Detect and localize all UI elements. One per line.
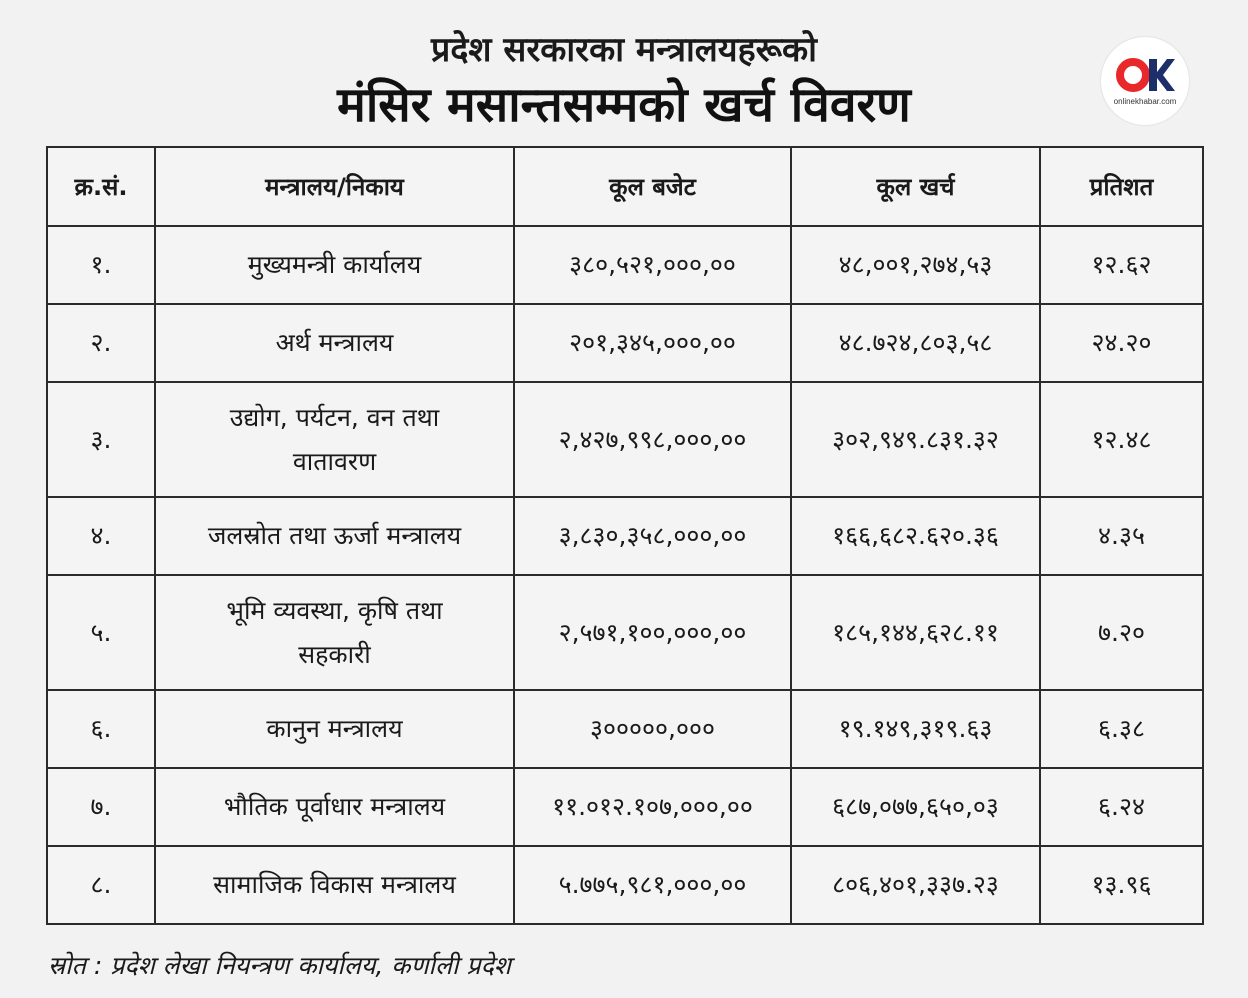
title-line-2: मंसिर मसान्तसम्मको खर्च विवरण — [337, 77, 911, 133]
cell-percent: ७.२० — [1040, 575, 1203, 690]
cell-ministry: कानुन मन्त्रालय — [155, 690, 514, 768]
col-header-budget: कूल बजेट — [514, 147, 791, 226]
cell-budget: २,४२७,९९८,०००,०० — [514, 382, 791, 497]
cell-budget: ३८०,५२१,०००,०० — [514, 226, 791, 304]
cell-budget: २०१,३४५,०००,०० — [514, 304, 791, 382]
table-row — [47, 382, 1203, 497]
table-row — [47, 497, 1203, 575]
cell-budget: २,५७१,१००,०००,०० — [514, 575, 791, 690]
cell-serial: ३. — [47, 382, 155, 497]
cell-ministry: भौतिक पूर्वाधार मन्त्रालय — [155, 768, 514, 846]
col-header-ministry: मन्त्रालय/निकाय — [155, 147, 514, 226]
cell-expense: ४८.७२४,८०३,५८ — [791, 304, 1040, 382]
cell-expense: १८५,१४४,६२८.११ — [791, 575, 1040, 690]
cell-serial: १. — [47, 226, 155, 304]
cell-budget: ११.०१२.१०७,०००,०० — [514, 768, 791, 846]
cell-percent: १२.४८ — [1040, 382, 1203, 497]
cell-budget: ५.७७५,९८१,०००,०० — [514, 846, 791, 924]
cell-ministry: भूमि व्यवस्था, कृषि तथा सहकारी — [155, 575, 514, 690]
col-header-expense: कूल खर्च — [791, 147, 1040, 226]
cell-serial: ८. — [47, 846, 155, 924]
cell-expense: ४८,००१,२७४,५३ — [791, 226, 1040, 304]
cell-ministry: उद्योग, पर्यटन, वन तथा वातावरण — [155, 382, 514, 497]
cell-percent: ६.२४ — [1040, 768, 1203, 846]
title-line-1: प्रदेश सरकारका मन्त्रालयहरूको — [431, 30, 817, 70]
table-header-row — [47, 147, 1203, 226]
cell-percent: ६.३८ — [1040, 690, 1203, 768]
cell-expense: १९.१४९,३१९.६३ — [791, 690, 1040, 768]
cell-serial: ५. — [47, 575, 155, 690]
table-row — [47, 226, 1203, 304]
cell-budget: ३,८३०,३५८,०००,०० — [514, 497, 791, 575]
table-row — [47, 304, 1203, 382]
cell-serial: ६. — [47, 690, 155, 768]
col-header-serial: क्र.सं. — [47, 147, 155, 226]
cell-expense: ८०६,४०१,३३७.२३ — [791, 846, 1040, 924]
cell-serial: २. — [47, 304, 155, 382]
onlinekhabar-logo — [1101, 37, 1189, 125]
cell-ministry: सामाजिक विकास मन्त्रालय — [155, 846, 514, 924]
col-header-percent: प्रतिशत — [1040, 147, 1203, 226]
source-note: स्रोत : प्रदेश लेखा नियन्त्रण कार्यालय, कर्णाली प्रदेश — [48, 951, 511, 980]
expense-table — [46, 146, 1204, 925]
cell-ministry: मुख्यमन्त्री कार्यालय — [155, 226, 514, 304]
cell-serial: ४. — [47, 497, 155, 575]
table-row — [47, 575, 1203, 690]
cell-expense: १६६,६८२.६२०.३६ — [791, 497, 1040, 575]
cell-percent: ४.३५ — [1040, 497, 1203, 575]
table-row — [47, 768, 1203, 846]
cell-percent: २४.२० — [1040, 304, 1203, 382]
cell-ministry: जलस्रोत तथा ऊर्जा मन्त्रालय — [155, 497, 514, 575]
cell-expense: ३०२,९४९.८३१.३२ — [791, 382, 1040, 497]
cell-ministry: अर्थ मन्त्रालय — [155, 304, 514, 382]
cell-percent: १२.६२ — [1040, 226, 1203, 304]
onlinekhabar-ok-logo-icon — [1115, 55, 1175, 95]
cell-percent: १३.९६ — [1040, 846, 1203, 924]
cell-serial: ७. — [47, 768, 155, 846]
cell-expense: ६८७,०७७,६५०,०३ — [791, 768, 1040, 846]
table-row — [47, 690, 1203, 768]
table-row — [47, 846, 1203, 924]
cell-budget: ३०००००,००० — [514, 690, 791, 768]
logo-text: onlinekhabar.com — [1113, 97, 1177, 106]
